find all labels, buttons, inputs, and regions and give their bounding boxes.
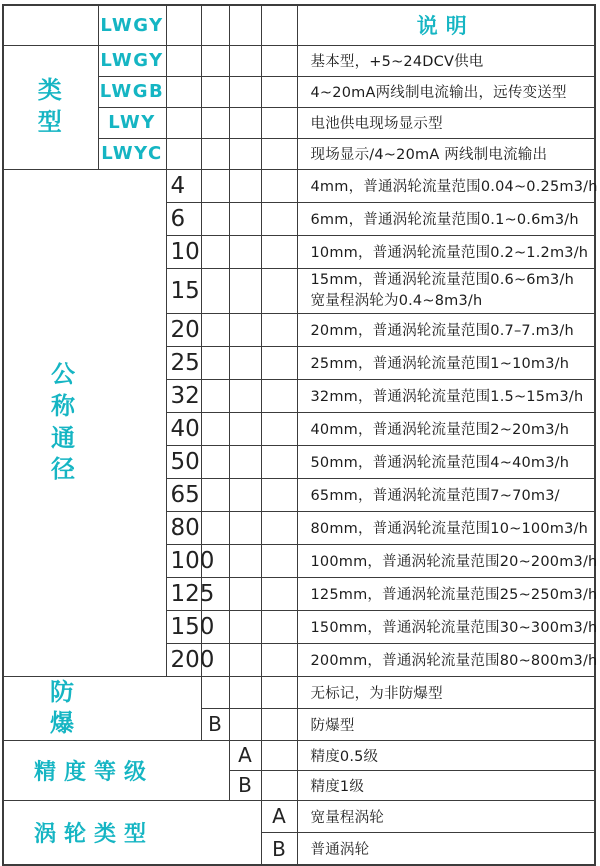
description-cell: 25mm，普通涡轮流量范围1~10m3/h bbox=[297, 346, 595, 379]
description-cell: 10mm，普通涡轮流量范围0.2~1.2m3/h bbox=[297, 235, 595, 268]
description-cell: 精度1级 bbox=[297, 770, 595, 800]
description-cell: 40mm，普通涡轮流量范围2~20m3/h bbox=[297, 412, 595, 445]
description-cell: 100mm，普通涡轮流量范围20~200m3/h bbox=[297, 544, 595, 577]
diameter-code-cell: 200 bbox=[166, 643, 201, 676]
spacer-cell bbox=[229, 643, 261, 676]
turbine-code-cell: B bbox=[261, 832, 297, 865]
spacer-cell bbox=[229, 676, 261, 708]
spacer-cell bbox=[229, 138, 261, 169]
type-code-cell: LWGY bbox=[98, 45, 166, 76]
section-label-diameter bbox=[3, 169, 166, 676]
spacer-cell bbox=[261, 5, 297, 45]
diameter-code-cell: 40 bbox=[166, 412, 201, 445]
spacer-cell bbox=[201, 202, 229, 235]
diameter-code-cell: 150 bbox=[166, 610, 201, 643]
spacer-cell bbox=[261, 169, 297, 202]
diameter-code-cell: 10 bbox=[166, 235, 201, 268]
spacer-cell bbox=[261, 511, 297, 544]
description-cell: 50mm，普通涡轮流量范围4~40m3/h bbox=[297, 445, 595, 478]
spacer-cell bbox=[201, 235, 229, 268]
spacer-cell bbox=[261, 138, 297, 169]
spacer-cell bbox=[261, 577, 297, 610]
table-row bbox=[3, 5, 595, 45]
explosion-code-cell: B bbox=[201, 708, 229, 740]
corner-cell bbox=[3, 5, 98, 45]
spacer-cell bbox=[229, 45, 261, 76]
spacer-cell bbox=[201, 313, 229, 346]
description-cell: 防爆型 bbox=[297, 708, 595, 740]
description-cell: 150mm，普通涡轮流量范围30~300m3/h bbox=[297, 610, 595, 643]
spacer-cell bbox=[261, 235, 297, 268]
spacer-cell bbox=[229, 313, 261, 346]
section-label-diameter-text: 公称通径 bbox=[51, 360, 75, 484]
spacer-cell bbox=[201, 138, 229, 169]
description-cell: 宽量程涡轮 bbox=[297, 800, 595, 832]
spacer-cell bbox=[261, 268, 297, 313]
diameter-code-cell: 6 bbox=[166, 202, 201, 235]
explosion-code-cell bbox=[201, 676, 229, 708]
spacer-cell bbox=[229, 379, 261, 412]
diameter-code-cell: 65 bbox=[166, 478, 201, 511]
table-row bbox=[3, 800, 595, 832]
description-cell: 4~20mA两线制电流输出，远传变送型 bbox=[297, 76, 595, 107]
spacer-cell bbox=[229, 610, 261, 643]
description-cell: 65mm，普通涡轮流量范围7~70m3/ bbox=[297, 478, 595, 511]
description-cell: 普通涡轮 bbox=[297, 832, 595, 865]
table-row bbox=[3, 45, 595, 76]
spacer-cell bbox=[201, 268, 229, 313]
spacer-cell bbox=[201, 412, 229, 445]
table-row bbox=[3, 169, 595, 202]
description-header: 说明 bbox=[297, 5, 595, 45]
spacer-cell bbox=[201, 379, 229, 412]
spacer-cell bbox=[261, 76, 297, 107]
diameter-code-cell: 32 bbox=[166, 379, 201, 412]
spacer-cell bbox=[261, 412, 297, 445]
spacer-cell bbox=[166, 138, 201, 169]
spacer-cell bbox=[261, 445, 297, 478]
description-cell bbox=[297, 268, 595, 313]
description-line-1: 15mm，普通涡轮流量范围0.6~6m3/h bbox=[310, 272, 574, 289]
spacer-cell bbox=[261, 379, 297, 412]
spacer-cell bbox=[201, 346, 229, 379]
spacer-cell bbox=[201, 76, 229, 107]
diameter-code-cell: 15 bbox=[166, 268, 201, 313]
diameter-code-cell: 25 bbox=[166, 346, 201, 379]
spacer-cell bbox=[201, 169, 229, 202]
spacer-cell bbox=[261, 544, 297, 577]
section-label-type-text: 类型 bbox=[37, 76, 62, 136]
spacer-cell bbox=[261, 313, 297, 346]
description-cell: 无标记，为非防爆型 bbox=[297, 676, 595, 708]
turbine-code-cell: A bbox=[261, 800, 297, 832]
spacer-cell bbox=[229, 235, 261, 268]
section-label-explosion-proof-text: 防爆 bbox=[50, 677, 74, 738]
spacer-cell bbox=[201, 511, 229, 544]
spacer-cell bbox=[261, 610, 297, 643]
spacer-cell bbox=[261, 770, 297, 800]
diameter-code-cell: 4 bbox=[166, 169, 201, 202]
description-cell: 20mm，普通涡轮流量范围0.7–7.m3/h bbox=[297, 313, 595, 346]
spacer-cell bbox=[261, 346, 297, 379]
section-label-accuracy: 精度等级 bbox=[3, 740, 229, 800]
accuracy-code-cell: A bbox=[229, 740, 261, 770]
spacer-cell bbox=[166, 76, 201, 107]
diameter-code-cell: 80 bbox=[166, 511, 201, 544]
accuracy-code-cell: B bbox=[229, 770, 261, 800]
spacer-cell bbox=[261, 478, 297, 511]
spacer-cell bbox=[201, 478, 229, 511]
spacer-cell bbox=[201, 445, 229, 478]
table-row bbox=[3, 740, 595, 770]
spacer-cell bbox=[229, 5, 261, 45]
spacer-cell bbox=[229, 445, 261, 478]
spacer-cell bbox=[229, 346, 261, 379]
spacer-cell bbox=[261, 107, 297, 138]
spacer-cell bbox=[261, 708, 297, 740]
spacer-cell bbox=[166, 45, 201, 76]
spacer-cell bbox=[261, 676, 297, 708]
spacer-cell bbox=[261, 202, 297, 235]
spacer-cell bbox=[229, 76, 261, 107]
model-code-header: LWGY bbox=[98, 5, 166, 45]
spacer-cell bbox=[201, 5, 229, 45]
description-cell: 精度0.5级 bbox=[297, 740, 595, 770]
table-row bbox=[3, 676, 595, 708]
spacer-cell bbox=[166, 5, 201, 45]
description-cell: 现场显示/4~20mA 两线制电流输出 bbox=[297, 138, 595, 169]
spacer-cell bbox=[261, 45, 297, 76]
diameter-code-cell: 50 bbox=[166, 445, 201, 478]
spacer-cell bbox=[261, 643, 297, 676]
spacer-cell bbox=[229, 202, 261, 235]
description-cell: 80mm，普通涡轮流量范围10~100m3/h bbox=[297, 511, 595, 544]
spacer-cell bbox=[229, 107, 261, 138]
model-selection-table bbox=[2, 4, 596, 866]
description-cell: 200mm，普通涡轮流量范围80~800m3/h bbox=[297, 643, 595, 676]
spacer-cell bbox=[201, 45, 229, 76]
spacer-cell bbox=[229, 268, 261, 313]
description-cell: 32mm，普通涡轮流量范围1.5~15m3/h bbox=[297, 379, 595, 412]
spacer-cell bbox=[261, 740, 297, 770]
description-cell: 125mm，普通涡轮流量范围25~250m3/h bbox=[297, 577, 595, 610]
section-label-type bbox=[3, 45, 98, 169]
spacer-cell bbox=[229, 544, 261, 577]
spacer-cell bbox=[229, 169, 261, 202]
spacer-cell bbox=[201, 107, 229, 138]
description-cell: 4mm，普通涡轮流量范围0.04~0.25m3/h bbox=[297, 169, 595, 202]
description-cell: 基本型，+5~24DCV供电 bbox=[297, 45, 595, 76]
spacer-cell bbox=[229, 478, 261, 511]
spacer-cell bbox=[166, 107, 201, 138]
diameter-code-cell: 125 bbox=[166, 577, 201, 610]
section-label-explosion-proof bbox=[3, 676, 201, 740]
spacer-cell bbox=[229, 577, 261, 610]
description-line-2: 宽量程涡轮为0.4~8m3/h bbox=[310, 292, 483, 309]
type-code-cell: LWGB bbox=[98, 76, 166, 107]
diameter-code-cell: 20 bbox=[166, 313, 201, 346]
type-code-cell: LWYC bbox=[98, 138, 166, 169]
spacer-cell bbox=[229, 708, 261, 740]
spacer-cell bbox=[229, 511, 261, 544]
spacer-cell bbox=[229, 412, 261, 445]
diameter-code-cell: 100 bbox=[166, 544, 201, 577]
section-label-turbine-type: 涡轮类型 bbox=[3, 800, 261, 865]
type-code-cell: LWY bbox=[98, 107, 166, 138]
description-cell: 电池供电现场显示型 bbox=[297, 107, 595, 138]
description-cell: 6mm，普通涡轮流量范围0.1~0.6m3/h bbox=[297, 202, 595, 235]
